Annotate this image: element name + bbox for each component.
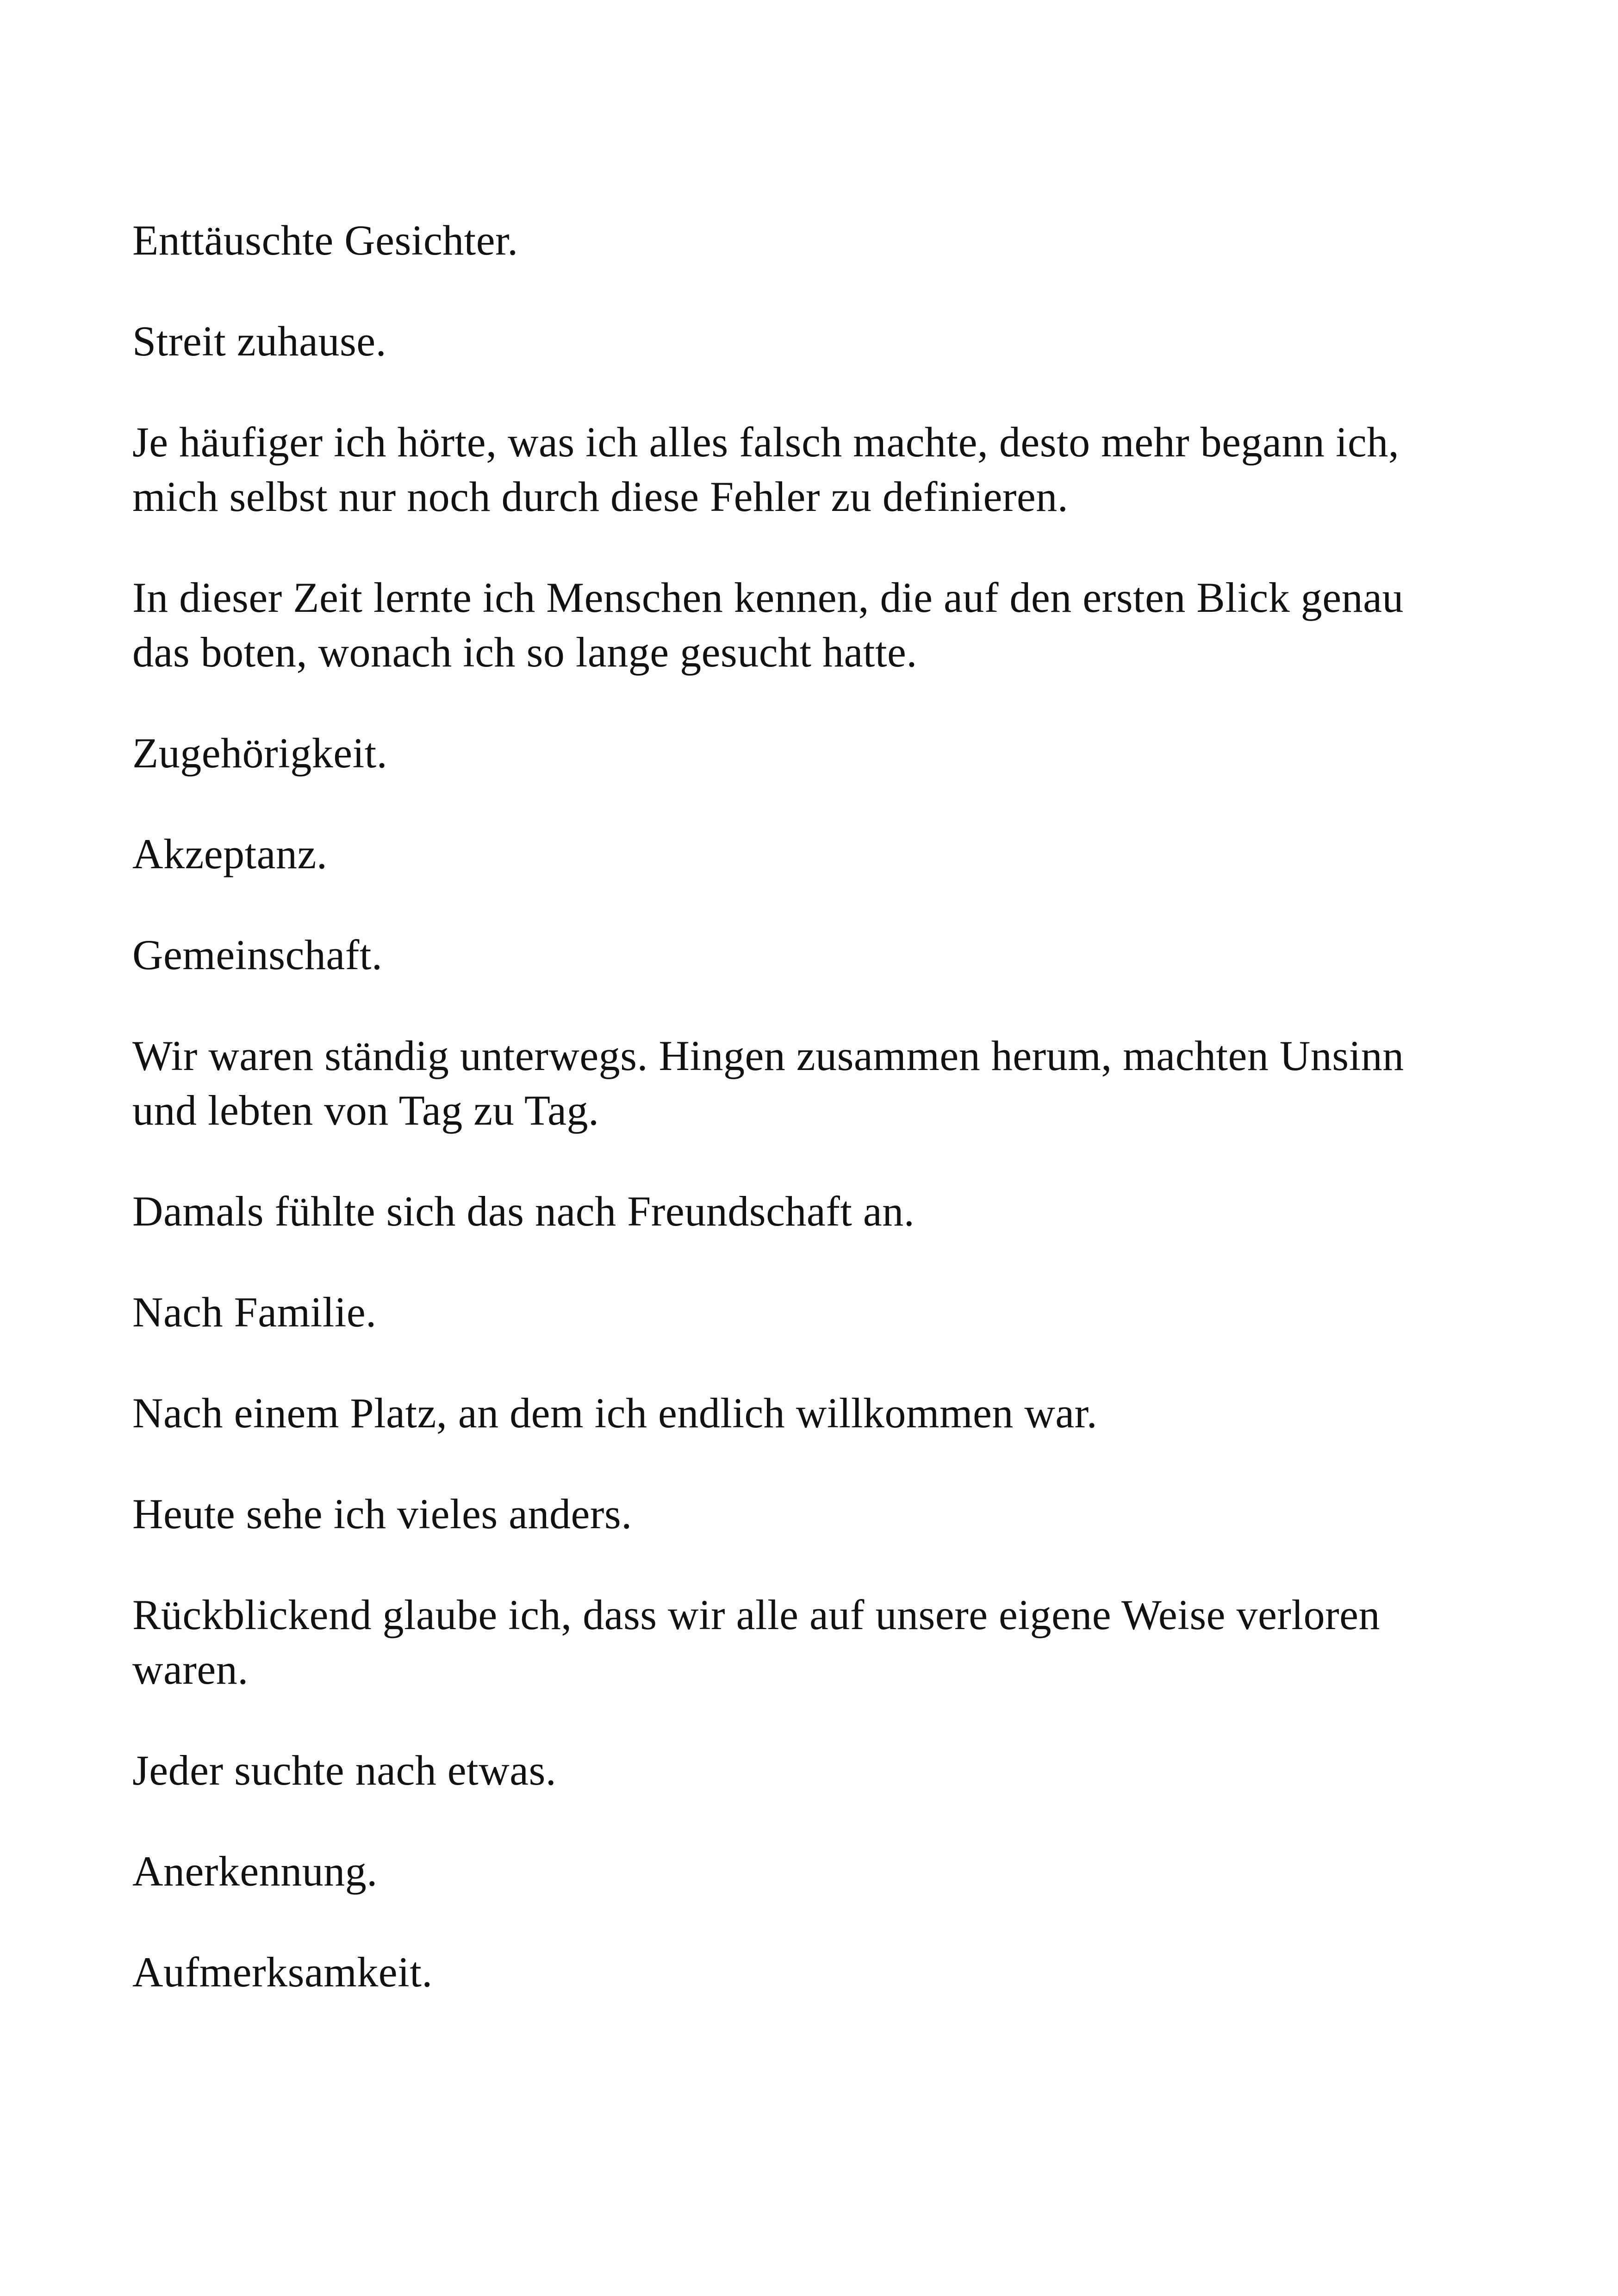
body-text (132, 213, 1465, 2046)
paragraph: Aufmerksamkeit. (132, 1948, 433, 1996)
paragraph: Damals fühlte sich das nach Freundschaft an. (132, 1188, 915, 1235)
paragraph: Rückblickend glaube ich, dass wir alle auf unsere eigene Weise verloren waren. (132, 1591, 1380, 1693)
paragraph: Jeder suchte nach etwas. (132, 1747, 557, 1794)
paragraph: Heute sehe ich vieles anders. (132, 1490, 632, 1537)
paragraph: In dieser Zeit lernte ich Menschen kennen, die auf den ersten Blick genau das boten, wonach ich so lange gesucht hatte. (132, 574, 1404, 676)
paragraph: Nach einem Platz, an dem ich endlich willkommen war. (132, 1389, 1098, 1437)
paragraph: Nach Familie. (132, 1288, 377, 1336)
paragraph: Zugehörigkeit. (132, 729, 388, 777)
paragraph: Streit zuhause. (132, 317, 387, 365)
paragraph: Akzeptanz. (132, 830, 328, 877)
paragraph: Je häufiger ich hörte, was ich alles falsch machte, desto mehr begann ich, mich selbst nur noch durch diese Fehler zu definieren. (132, 418, 1400, 520)
paragraph: Gemeinschaft. (132, 931, 383, 978)
paragraph: Enttäuschte Gesichter. (132, 217, 518, 264)
paragraph: Anerkennung. (132, 1848, 378, 1895)
paragraph: Wir waren ständig unterwegs. Hingen zusammen herum, machten Unsinn und lebten von Tag zu Tag. (132, 1032, 1404, 1134)
